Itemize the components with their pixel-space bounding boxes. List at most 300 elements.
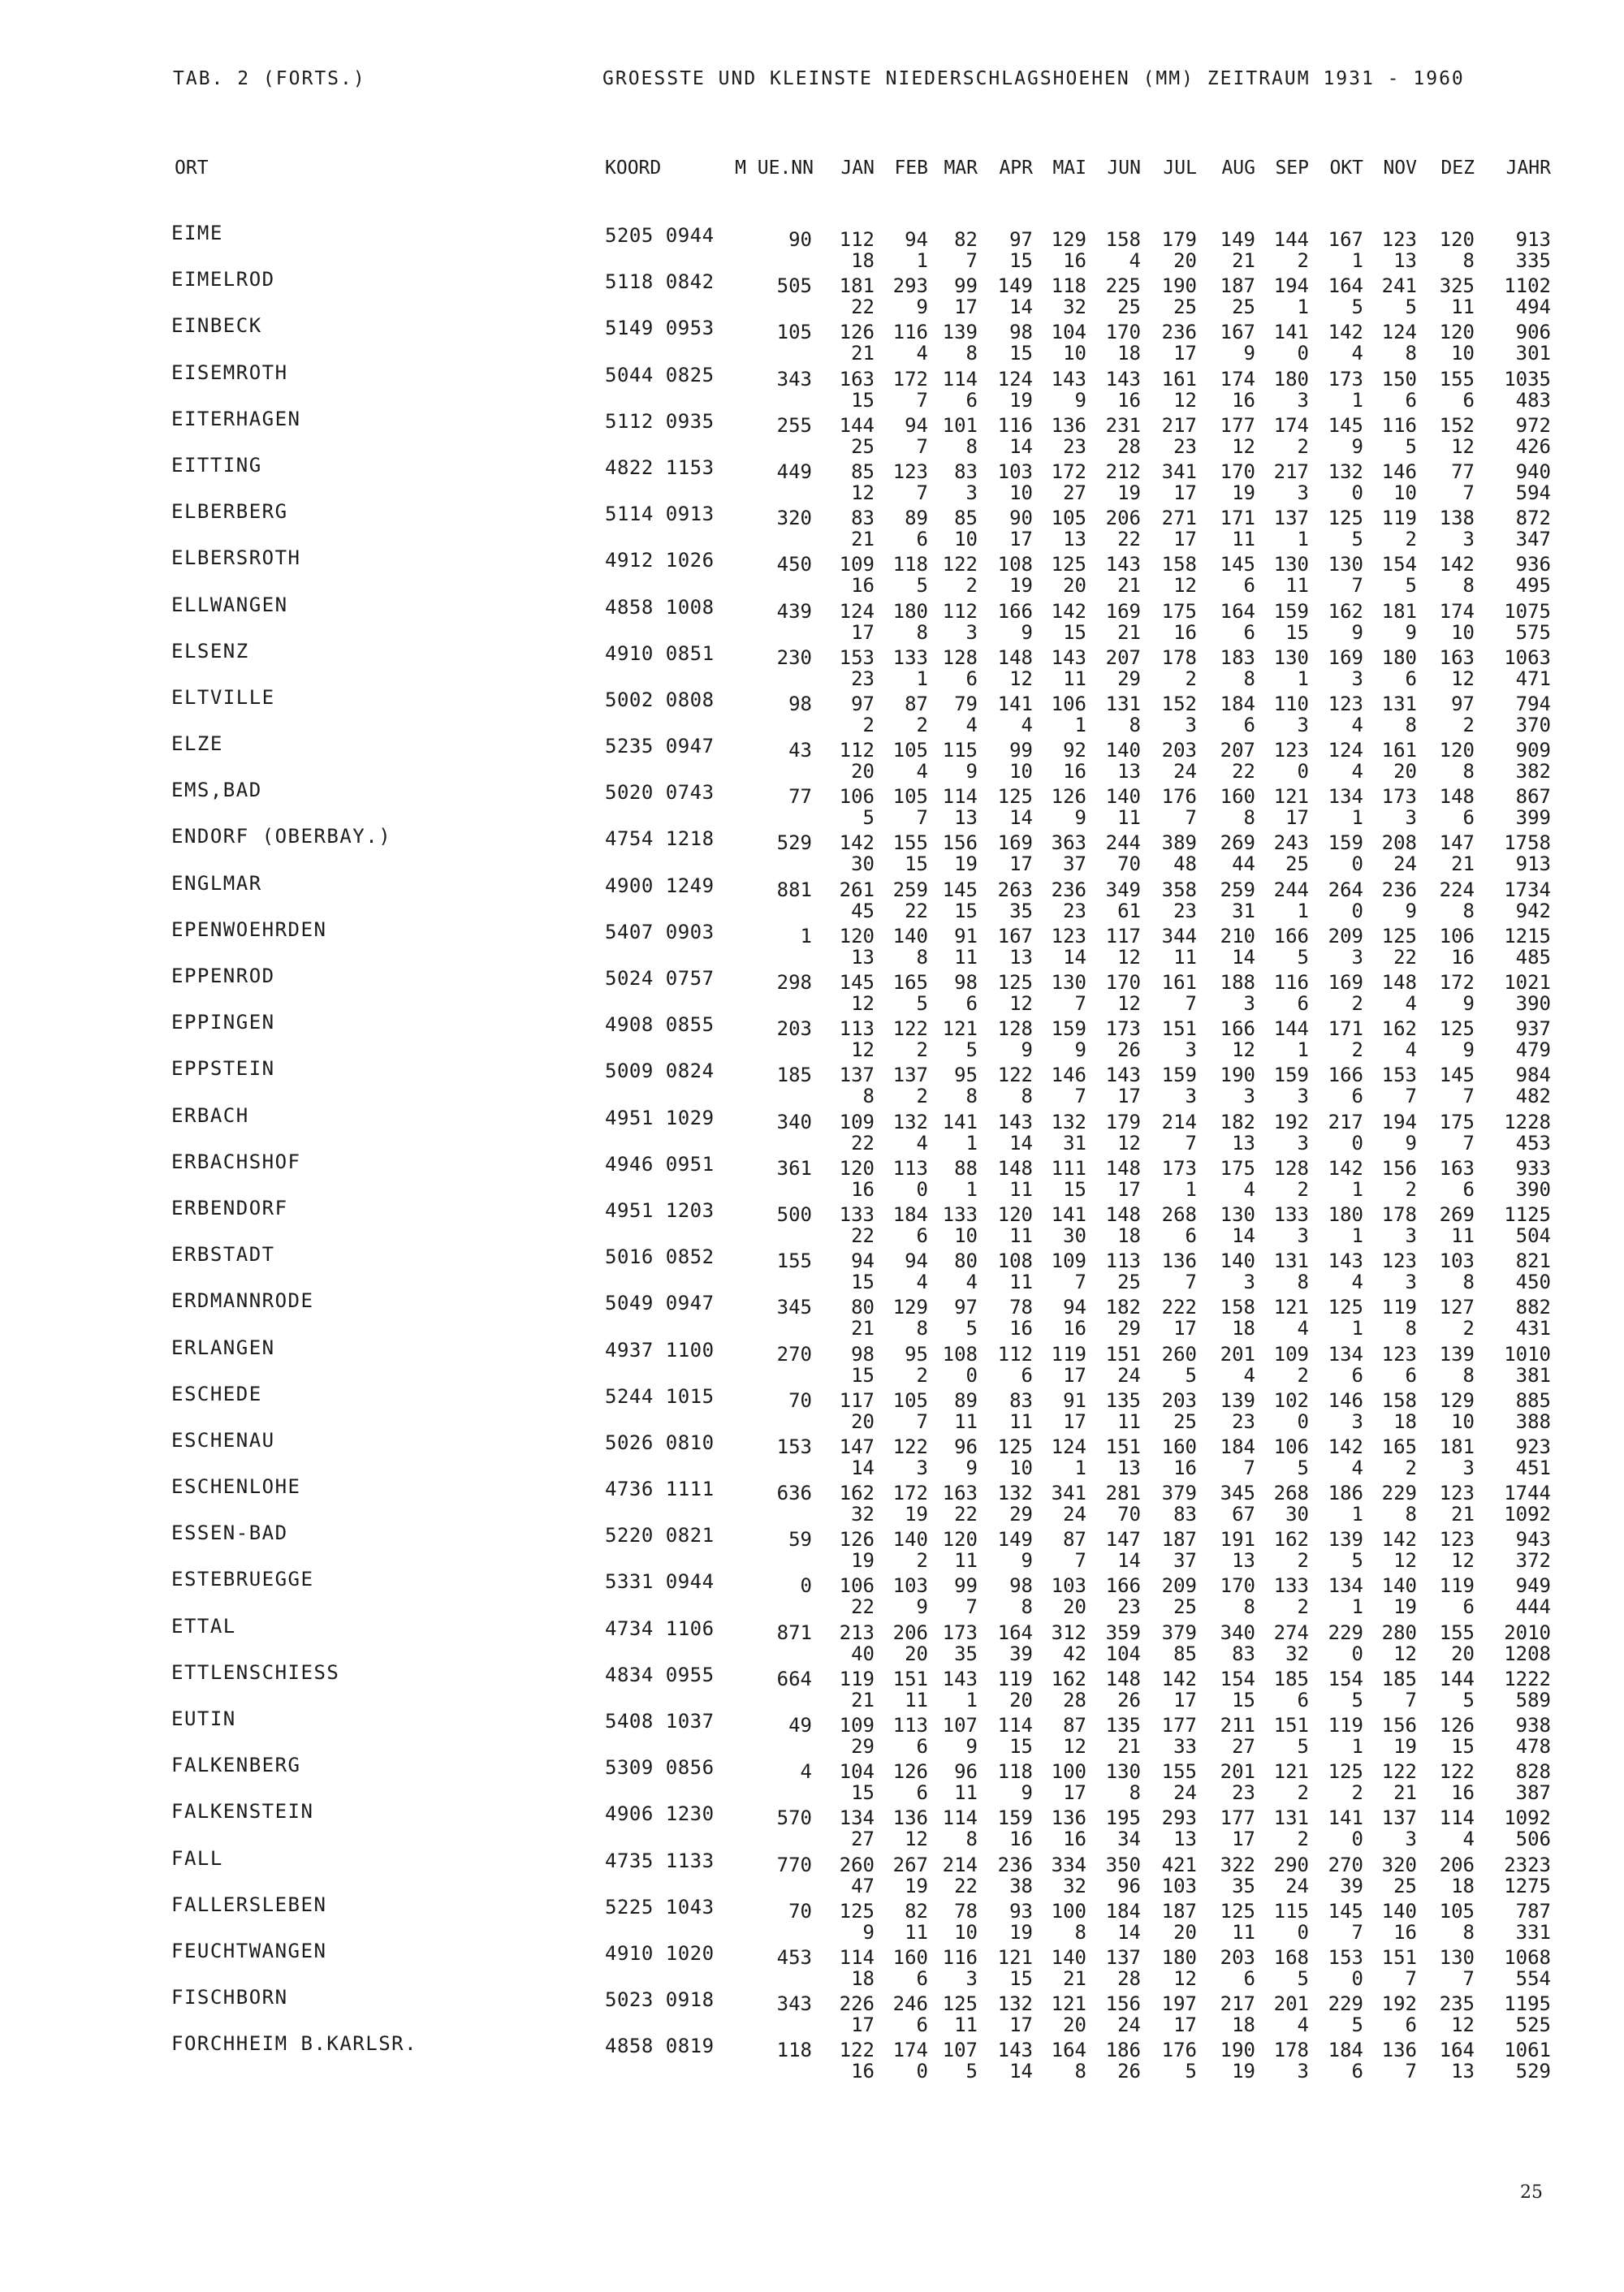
min-value: 35: [1232, 1874, 1255, 1897]
min-value: 1: [1351, 1735, 1363, 1758]
min-value: 12: [1451, 2014, 1475, 2037]
min-value: 16: [1063, 760, 1086, 783]
max-value: 89: [954, 1388, 978, 1412]
station-name: EITTING: [171, 453, 262, 477]
max-value: 208: [1381, 831, 1417, 855]
table-row: [0, 1196, 1624, 1247]
min-value: 10: [1009, 760, 1033, 783]
max-value: 867: [1515, 785, 1551, 809]
column-header-jahr: JAHR: [1505, 158, 1551, 179]
min-value: 12: [1117, 945, 1141, 969]
max-value: 209: [1161, 1574, 1197, 1598]
max-value: 116: [942, 1945, 978, 1969]
max-value: 872: [1515, 507, 1551, 530]
min-value: 17: [1009, 2014, 1033, 2037]
min-value: 20: [1173, 1920, 1197, 1944]
max-value: 83: [954, 460, 978, 483]
min-value: 399: [1515, 806, 1551, 830]
min-value: 3: [1243, 1271, 1255, 1294]
max-value: 1102: [1504, 274, 1551, 298]
max-value: 181: [1439, 1435, 1475, 1458]
max-value: 116: [1381, 413, 1417, 437]
table-row: [0, 1428, 1624, 1479]
max-value: 190: [1220, 1064, 1255, 1087]
max-value: 145: [1328, 1899, 1363, 1923]
min-value: 3: [1405, 1271, 1417, 1294]
table-row: [0, 1893, 1624, 1944]
min-value: 11: [1009, 1224, 1033, 1247]
min-value: 7: [1405, 1966, 1417, 1990]
min-value: 15: [851, 1781, 875, 1805]
min-value: 5: [916, 574, 928, 598]
max-value: 154: [1220, 1667, 1255, 1690]
min-value: 22: [851, 1224, 875, 1247]
max-value: 173: [1328, 367, 1363, 391]
max-value: 122: [1381, 1760, 1417, 1784]
max-value: 933: [1515, 1156, 1551, 1180]
min-value: 32: [851, 1503, 875, 1526]
min-value: 18: [851, 249, 875, 272]
min-value: 13: [1173, 1828, 1197, 1851]
max-value: 169: [1328, 645, 1363, 669]
station-koord: 5044 0825: [605, 363, 715, 386]
min-value: 8: [1462, 574, 1475, 598]
min-value: 19: [1009, 1920, 1033, 1944]
min-value: 5: [1351, 2014, 1363, 2037]
max-value: 106: [1051, 692, 1086, 715]
max-value: 120: [1439, 739, 1475, 762]
table-caption: TAB. 2 (FORTS.): [173, 68, 366, 89]
min-value: 4: [916, 1131, 928, 1155]
min-value: 8: [965, 342, 978, 365]
min-value: 0: [916, 2060, 928, 2083]
station-elevation: 320: [776, 507, 812, 530]
max-value: 137: [1273, 507, 1309, 530]
min-value: 4: [916, 760, 928, 783]
min-value: 0: [1351, 899, 1363, 922]
min-value: 48: [1173, 852, 1197, 876]
min-value: 6: [1243, 713, 1255, 736]
max-value: 122: [997, 1064, 1033, 1087]
min-value: 23: [851, 667, 875, 690]
min-value: 8: [1405, 1503, 1417, 1526]
max-value: 183: [1220, 645, 1255, 669]
max-value: 131: [1273, 1250, 1309, 1273]
min-value: 7: [916, 434, 928, 458]
max-value: 139: [1220, 1388, 1255, 1412]
min-value: 11: [1451, 296, 1475, 319]
max-value: 108: [997, 1250, 1033, 1273]
min-value: 6: [965, 667, 978, 690]
station-koord: 5408 1037: [605, 1710, 715, 1733]
station-koord: 4951 1029: [605, 1106, 715, 1129]
max-value: 116: [1273, 971, 1309, 994]
min-value: 12: [1232, 434, 1255, 458]
station-name: EPPENROD: [171, 965, 275, 987]
min-value: 22: [1393, 945, 1417, 969]
min-value: 6: [1351, 1363, 1363, 1387]
max-value: 94: [905, 228, 928, 251]
table-row: [0, 871, 1624, 922]
min-value: 11: [1451, 1224, 1475, 1247]
min-value: 9: [1405, 899, 1417, 922]
max-value: 180: [1273, 367, 1309, 391]
min-value: 12: [905, 1828, 928, 1851]
min-value: 20: [1173, 249, 1197, 272]
max-value: 142: [1439, 553, 1475, 576]
min-value: 426: [1515, 434, 1551, 458]
station-koord: 4900 1249: [605, 874, 715, 897]
max-value: 130: [1273, 645, 1309, 669]
max-value: 93: [1009, 1899, 1033, 1923]
max-value: 130: [1328, 553, 1363, 576]
station-elevation: 43: [788, 739, 812, 762]
min-value: 28: [1063, 1688, 1086, 1711]
max-value: 178: [1161, 645, 1197, 669]
table-row: [0, 685, 1624, 736]
min-value: 26: [1117, 1038, 1141, 1062]
table-row: [0, 1382, 1624, 1433]
max-value: 379: [1161, 1621, 1197, 1644]
min-value: 1: [965, 1131, 978, 1155]
table-row: [0, 224, 1624, 270]
min-value: 2: [1297, 249, 1309, 272]
max-value: 107: [942, 2039, 978, 2062]
max-value: 201: [1220, 1342, 1255, 1366]
max-value: 131: [1273, 1806, 1309, 1830]
min-value: 483: [1515, 388, 1551, 412]
max-value: 155: [1439, 1621, 1475, 1644]
max-value: 131: [1105, 692, 1141, 715]
table-row: [0, 1522, 1624, 1573]
min-value: 3: [1405, 1224, 1417, 1247]
max-value: 163: [839, 367, 875, 391]
min-value: 24: [1173, 1781, 1197, 1805]
min-value: 13: [1393, 249, 1417, 272]
min-value: 10: [1451, 1409, 1475, 1433]
min-value: 1: [1074, 713, 1086, 736]
max-value: 169: [1105, 599, 1141, 623]
table-row: [0, 360, 1624, 412]
min-value: 2: [1297, 1363, 1309, 1387]
max-value: 87: [1063, 1528, 1086, 1552]
table-row: [0, 1802, 1624, 1849]
min-value: 17: [851, 620, 875, 644]
max-value: 120: [997, 1202, 1033, 1226]
min-value: 8: [916, 945, 928, 969]
max-value: 122: [892, 1017, 928, 1041]
max-value: 151: [1381, 1945, 1417, 1969]
station-elevation: 505: [776, 274, 812, 298]
column-header-ort: ORT: [175, 158, 209, 179]
max-value: 128: [942, 645, 978, 669]
min-value: 38: [1009, 1874, 1033, 1897]
max-value: 207: [1220, 739, 1255, 762]
max-value: 264: [1328, 878, 1363, 901]
max-value: 123: [1439, 1482, 1475, 1505]
min-value: 6: [965, 992, 978, 1015]
max-value: 1195: [1504, 1992, 1551, 2016]
min-value: 18: [851, 1966, 875, 1990]
min-value: 9: [1351, 620, 1363, 644]
min-value: 15: [954, 899, 978, 922]
max-value: 165: [1381, 1435, 1417, 1458]
min-value: 16: [851, 2060, 875, 2083]
min-value: 5: [965, 1038, 978, 1062]
max-value: 99: [954, 274, 978, 298]
min-value: 9: [1243, 342, 1255, 365]
column-header-jul: JUL: [1163, 158, 1197, 179]
min-value: 8: [1243, 806, 1255, 830]
min-value: 16: [1173, 620, 1197, 644]
min-value: 8: [1129, 1781, 1141, 1805]
max-value: 106: [1439, 924, 1475, 947]
max-value: 163: [1439, 1156, 1475, 1180]
max-value: 213: [839, 1621, 875, 1644]
min-value: 21: [1063, 1966, 1086, 1990]
min-value: 479: [1515, 1038, 1551, 1062]
max-value: 182: [1105, 1296, 1141, 1319]
station-elevation: 59: [788, 1528, 812, 1552]
min-value: 6: [1185, 1224, 1197, 1247]
station-elevation: 340: [776, 1110, 812, 1133]
max-value: 1744: [1504, 1482, 1551, 1505]
max-value: 172: [1051, 460, 1086, 483]
min-value: 29: [1117, 1317, 1141, 1340]
station-name: EMS,BAD: [171, 779, 262, 802]
max-value: 176: [1161, 785, 1197, 809]
max-value: 99: [1009, 739, 1033, 762]
column-header-jun: JUN: [1107, 158, 1141, 179]
min-value: 16: [1063, 1317, 1086, 1340]
max-value: 162: [839, 1482, 875, 1505]
min-value: 453: [1515, 1131, 1551, 1155]
max-value: 143: [1328, 1250, 1363, 1273]
station-name: EISEMROTH: [171, 360, 288, 384]
max-value: 260: [839, 1853, 875, 1876]
max-value: 143: [1105, 1064, 1141, 1087]
min-value: 31: [1232, 899, 1255, 922]
min-value: 40: [851, 1642, 875, 1665]
max-value: 153: [1328, 1945, 1363, 1969]
max-value: 94: [851, 1250, 875, 1273]
column-header-koord: KOORD: [605, 158, 662, 179]
min-value: 45: [851, 899, 875, 922]
max-value: 120: [942, 1528, 978, 1552]
min-value: 3: [1297, 713, 1309, 736]
max-value: 104: [1051, 321, 1086, 344]
max-value: 259: [1220, 878, 1255, 901]
max-value: 128: [997, 1017, 1033, 1041]
max-value: 214: [1161, 1110, 1197, 1133]
min-value: 370: [1515, 713, 1551, 736]
min-value: 0: [1351, 1131, 1363, 1155]
min-value: 2: [1462, 713, 1475, 736]
column-header-mai: MAI: [1052, 158, 1086, 179]
max-value: 78: [954, 1899, 978, 1923]
station-name: FALKENSTEIN: [171, 1800, 314, 1824]
max-value: 271: [1161, 507, 1197, 530]
min-value: 4: [1351, 342, 1363, 365]
min-value: 2: [1405, 528, 1417, 551]
min-value: 16: [851, 574, 875, 598]
max-value: 259: [892, 878, 928, 901]
min-value: 6: [1297, 1688, 1309, 1711]
min-value: 331: [1515, 1920, 1551, 1944]
max-value: 103: [892, 1574, 928, 1598]
min-value: 0: [965, 1363, 978, 1387]
min-value: 5: [1185, 1363, 1197, 1387]
min-value: 8: [1021, 1595, 1033, 1619]
min-value: 17: [851, 2014, 875, 2037]
min-value: 335: [1515, 249, 1551, 272]
max-value: 145: [1328, 413, 1363, 437]
min-value: 5: [1405, 296, 1417, 319]
min-value: 6: [916, 1224, 928, 1247]
max-value: 148: [997, 645, 1033, 669]
min-value: 4: [1243, 1177, 1255, 1201]
min-value: 3: [1243, 1085, 1255, 1108]
max-value: 126: [839, 1528, 875, 1552]
station-koord: 4858 1008: [605, 595, 715, 619]
min-value: 431: [1515, 1317, 1551, 1340]
max-value: 109: [839, 1110, 875, 1133]
min-value: 25: [1173, 296, 1197, 319]
min-value: 482: [1515, 1085, 1551, 1108]
max-value: 1021: [1504, 971, 1551, 994]
max-value: 137: [1105, 1945, 1141, 1969]
max-value: 139: [1328, 1528, 1363, 1552]
station-elevation: 203: [776, 1017, 812, 1041]
max-value: 118: [997, 1760, 1033, 1784]
max-value: 90: [1009, 507, 1033, 530]
station-koord: 5407 0903: [605, 920, 715, 943]
min-value: 16: [1009, 1317, 1033, 1340]
max-value: 95: [905, 1342, 928, 1366]
min-value: 6: [1297, 992, 1309, 1015]
min-value: 5: [1297, 1456, 1309, 1479]
min-value: 1: [1297, 528, 1309, 551]
min-value: 6: [1462, 806, 1475, 830]
max-value: 180: [892, 599, 928, 623]
max-value: 134: [1328, 785, 1363, 809]
station-name: ERDMANNRODE: [171, 1289, 314, 1313]
min-value: 29: [1117, 667, 1141, 690]
max-value: 83: [1009, 1388, 1033, 1412]
max-value: 236: [1051, 878, 1086, 901]
max-value: 162: [1273, 1528, 1309, 1552]
min-value: 6: [916, 528, 928, 551]
min-value: 9: [965, 760, 978, 783]
max-value: 104: [839, 1760, 875, 1784]
min-value: 3: [965, 1966, 978, 1990]
min-value: 301: [1515, 342, 1551, 365]
min-value: 5: [1351, 296, 1363, 319]
min-value: 2: [965, 574, 978, 598]
min-value: 9: [862, 1920, 875, 1944]
min-value: 3: [1405, 1828, 1417, 1851]
table-row: [0, 1660, 1624, 1711]
max-value: 115: [942, 739, 978, 762]
min-value: 23: [1232, 1781, 1255, 1805]
max-value: 96: [954, 1435, 978, 1458]
min-value: 6: [1351, 1085, 1363, 1108]
station-name: FISCHBORN: [171, 1986, 288, 2009]
min-value: 5: [1351, 1688, 1363, 1711]
station-name: ELTVILLE: [171, 685, 275, 709]
max-value: 144: [839, 413, 875, 437]
station-elevation: 345: [776, 1296, 812, 1319]
min-value: 7: [1351, 574, 1363, 598]
station-koord: 4736 1111: [605, 1478, 715, 1501]
max-value: 156: [1105, 1992, 1141, 2016]
station-name: ELBERSROTH: [171, 546, 301, 570]
station-koord: 5112 0935: [605, 409, 715, 433]
min-value: 11: [1063, 667, 1086, 690]
min-value: 15: [1063, 620, 1086, 644]
min-value: 9: [1074, 806, 1086, 830]
max-value: 142: [1328, 1156, 1363, 1180]
max-value: 133: [839, 1202, 875, 1226]
max-value: 885: [1515, 1388, 1551, 1412]
max-value: 109: [1051, 1250, 1086, 1273]
max-value: 134: [1328, 1574, 1363, 1598]
max-value: 359: [1105, 1621, 1141, 1644]
max-value: 114: [942, 785, 978, 809]
min-value: 6: [1243, 620, 1255, 644]
min-value: 16: [1063, 1828, 1086, 1851]
min-value: 3: [1351, 1409, 1363, 1433]
min-value: 39: [1009, 1642, 1033, 1665]
station-name: ERBSTADT: [171, 1243, 275, 1267]
max-value: 166: [1220, 1017, 1255, 1041]
max-value: 141: [1328, 1806, 1363, 1830]
max-value: 312: [1051, 1621, 1086, 1644]
min-value: 4: [1243, 1363, 1255, 1387]
max-value: 225: [1105, 274, 1141, 298]
min-value: 14: [1117, 1920, 1141, 1944]
max-value: 161: [1161, 367, 1197, 391]
max-value: 97: [954, 1296, 978, 1319]
min-value: 1: [1351, 388, 1363, 412]
station-elevation: 529: [776, 831, 812, 855]
min-value: 1: [1351, 806, 1363, 830]
min-value: 25: [1173, 1409, 1197, 1433]
max-value: 1222: [1504, 1667, 1551, 1690]
min-value: 104: [1105, 1642, 1141, 1665]
station-koord: 5023 0918: [605, 1988, 715, 2012]
min-value: 20: [1063, 1595, 1086, 1619]
max-value: 124: [1051, 1435, 1086, 1458]
max-value: 87: [905, 692, 928, 715]
table-row: [0, 1336, 1624, 1387]
max-value: 161: [1381, 739, 1417, 762]
min-value: 7: [1462, 481, 1475, 504]
max-value: 185: [1273, 1667, 1309, 1690]
min-value: 5: [1185, 2060, 1197, 2083]
min-value: 4: [1351, 1271, 1363, 1294]
min-value: 575: [1515, 620, 1551, 644]
min-value: 444: [1515, 1595, 1551, 1619]
max-value: 133: [892, 645, 928, 669]
max-value: 144: [1273, 1017, 1309, 1041]
max-value: 379: [1161, 1482, 1197, 1505]
min-value: 22: [1117, 528, 1141, 551]
min-value: 1: [1351, 1177, 1363, 1201]
min-value: 19: [851, 1549, 875, 1573]
min-value: 23: [1063, 899, 1086, 922]
min-value: 6: [916, 1735, 928, 1758]
